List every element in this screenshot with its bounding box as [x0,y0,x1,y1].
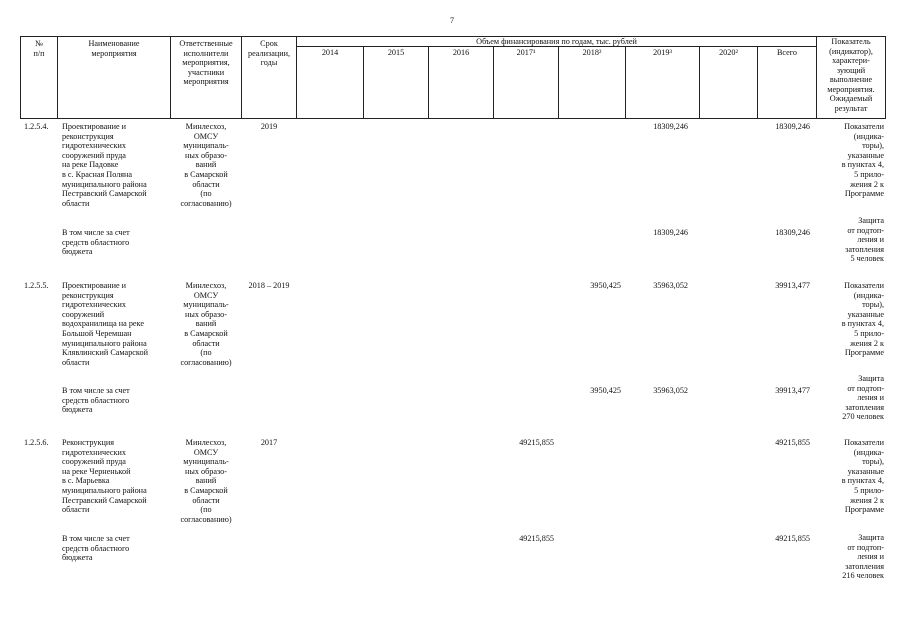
row-num: 1.2.5.6. [24,438,49,447]
header-year-2016: 2016 [452,48,470,57]
row-2019: 18309,246 [653,122,688,131]
row-total: 39913,477 [775,281,810,290]
row-indicator: Показатели (индика- торы), указанные в пунктах 4, 5 прило- жения 2 к Программе [841,281,884,358]
header-year-2015: 2015 [387,48,405,57]
row-sub-name: В том числе за счет средств областного бюджета [62,534,130,563]
row-exec: Минлесхоз, ОМСУ муниципаль- ных образо- ваний в Самарской области (по согласованию) [180,281,232,367]
header-total: Всего [776,48,798,57]
row-sub-name: В том числе за счет средств областного бюджета [62,228,130,257]
row-sub-indicator: Защита от подтоп- ления и затопления 216 человек [842,533,884,581]
row-num: 1.2.5.5. [24,281,49,290]
row-indicator: Показатели (индика- торы), указанные в пунктах 4, 5 прило- жения 2 к Программе [841,438,884,515]
row-term: 2017 [260,438,278,447]
header-funding: Объем финансирования по годам, тыс. рублей [476,37,637,46]
row-exec: Минлесхоз, ОМСУ муниципаль- ных образо- ваний в Самарской области (по согласованию) [180,122,232,208]
row-name: Проектирование и реконструкция гидротехнических сооружений пруда на реке Падовке в с. Красная Поляна муниципального района Пестравский Самарской области [62,122,147,208]
row-sub-indicator: Защита от подтоп- ления и затопления 5 человек [845,216,884,264]
row-2017: 49215,855 [519,438,554,447]
row-sub-2017: 49215,855 [519,534,554,543]
row-name: Проектирование и реконструкция гидротехнических сооружений водохранилища на реке Большой Черемшан муниципального района Клявлинский Самарской области [62,281,148,367]
header-year-2017: 2017¹ [516,48,536,57]
row-sub-total: 18309,246 [775,228,810,237]
header-term: Срок реализации, годы [247,39,291,67]
vline [885,36,886,119]
row-term: 2018 – 2019 [248,281,290,290]
header-exec: Ответственные исполнители мероприятия, участники мероприятия [179,39,233,86]
header-year-2014: 2014 [321,48,339,57]
row-sub-name: В том числе за счет средств областного бюджета [62,386,130,415]
row-2018: 3950,425 [590,281,621,290]
header-year-2020: 2020² [719,48,738,57]
row-exec: Минлесхоз, ОМСУ муниципаль- ных образо- ваний в Самарской области (по согласованию) [180,438,232,524]
row-sub-total: 39913,477 [775,386,810,395]
row-term: 2019 [260,122,278,131]
row-sub-2019: 35963,052 [653,386,688,395]
header-indicator: Показатель (индикатор), характери- зующий выполнение мероприятия. Ожидаемый результат [827,37,875,113]
header-name: Наименование мероприятия [88,39,140,58]
row-2019: 35963,052 [653,281,688,290]
row-sub-indicator: Защита от подтоп- ления и затопления 270 человек [842,374,884,422]
page-number: 7 [450,16,454,25]
row-indicator: Показатели (индика- торы), указанные в пунктах 4, 5 прило- жения 2 к Программе [841,122,884,199]
header-year-2018: 2018² [582,48,602,57]
row-num: 1.2.5.4. [24,122,49,131]
row-total: 49215,855 [775,438,810,447]
header-num: № п/п [33,39,45,58]
header-year-2019: 2019³ [653,48,672,57]
row-sub-2018: 3950,425 [590,386,621,395]
row-name: Реконструкция гидротехнических сооружений пруда на реке Черненькой в с. Марьевка муниципального района Пестравский Самарской области [62,438,147,515]
row-total: 18309,246 [775,122,810,131]
row-sub-total: 49215,855 [775,534,810,543]
row-sub-2019: 18309,246 [653,228,688,237]
